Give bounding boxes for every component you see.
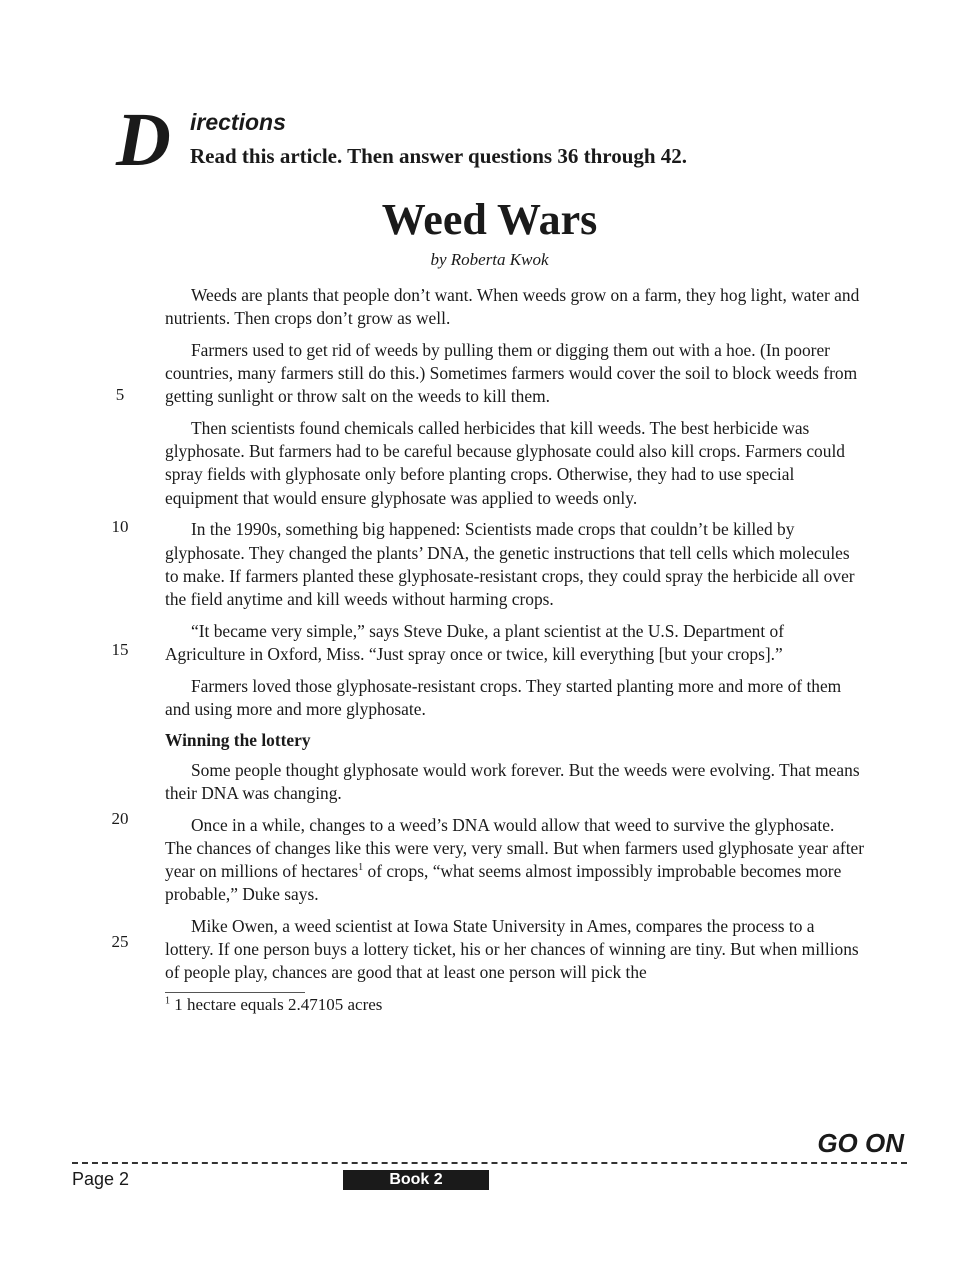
footer-divider xyxy=(72,1162,907,1164)
footnote-rule xyxy=(165,992,305,993)
paragraph: Weeds are plants that people don’t want. When weeds grow on a farm, they hog light, water and nutrients. Then crops don’t grow as well. xyxy=(165,285,860,329)
line-number: 10 xyxy=(111,517,129,536)
section-heading: Winning the lottery xyxy=(165,730,311,751)
paragraph: Farmers used to get rid of weeds by pulling them or digging them out with a hoe. (In poorer countries, many farmers still do this.) Sometimes farmers would cover the soil to block weeds from getting sunlight or throw salt on the weeds to kill them. xyxy=(165,339,858,407)
footnote xyxy=(165,994,382,1016)
footnote-ref: 1 xyxy=(358,862,364,874)
article-body xyxy=(165,284,865,993)
paragraph: “It became very simple,” says Steve Duke, a plant scientist at the U.S. Department of Agriculture in Oxford, Miss. “Just spray once or twice, kill everything [but your crops].” xyxy=(165,620,785,664)
line-number: 15 xyxy=(111,640,129,659)
line-number: 25 xyxy=(111,932,129,951)
paragraph-text: Once in a while, changes to a weed’s DNA would allow that weed to survive the glyphosate. The chances of changes like this were very, very small. But when farmers used glyphosate year after year on millions of hectares xyxy=(165,814,865,881)
paragraph: In the 1990s, something big happened: Scientists made crops that couldn’t be killed by glyphosate. They changed the plants’ DNA, the genetic instructions that tell cells which molecules to make. If farmers planted these glyphosate-resistant crops, they could spray the herbicide all over the field anytime and kill weeds without harming crops. xyxy=(165,519,855,609)
directions-block xyxy=(116,100,876,180)
paragraph: Farmers loved those glyphosate-resistant crops. They started planting more and more of them and using more and more glyphosate. xyxy=(165,675,842,719)
page-number: Page 2 xyxy=(72,1169,130,1189)
go-on-label: GO ON xyxy=(817,1128,904,1158)
article-title: Weed Wars xyxy=(381,195,598,244)
directions-dropcap: D xyxy=(116,98,171,182)
paragraph: Then scientists found chemicals called herbicides that kill weeds. The best herbicide was glyphosate. But farmers had to be careful because glyphosate could also kill crops. Farmers could spray fields with glyphosate only before planting crops. Otherwise, they had to use special equipment that would ensure glyphosate was applied to weeds only. xyxy=(165,418,845,508)
line-number: 20 xyxy=(111,809,129,828)
paragraph: Some people thought glyphosate would work forever. But the weeds were evolving. That means their DNA was changing. xyxy=(165,759,860,803)
article-byline: by Roberta Kwok xyxy=(430,250,549,269)
book-label: Book 2 xyxy=(343,1170,489,1190)
footnote-marker: 1 xyxy=(165,995,170,1007)
paragraph xyxy=(165,814,865,907)
paragraph-text: of crops, “what seems almost impossibly improbable becomes more probable,” Duke says. xyxy=(165,860,842,905)
directions-heading: irections xyxy=(190,109,286,135)
footnote-text: 1 hectare equals 2.47105 acres xyxy=(170,995,383,1014)
paragraph: Mike Owen, a weed scientist at Iowa State University in Ames, compares the process to a lottery. If one person buys a lottery ticket, his or her chances of winning are tiny. But when millions of people play, chances are good that at least one person will pick the xyxy=(165,915,859,983)
directions-instruction: Read this article. Then answer questions 36 through 42. xyxy=(190,144,688,168)
line-number: 5 xyxy=(115,385,125,404)
